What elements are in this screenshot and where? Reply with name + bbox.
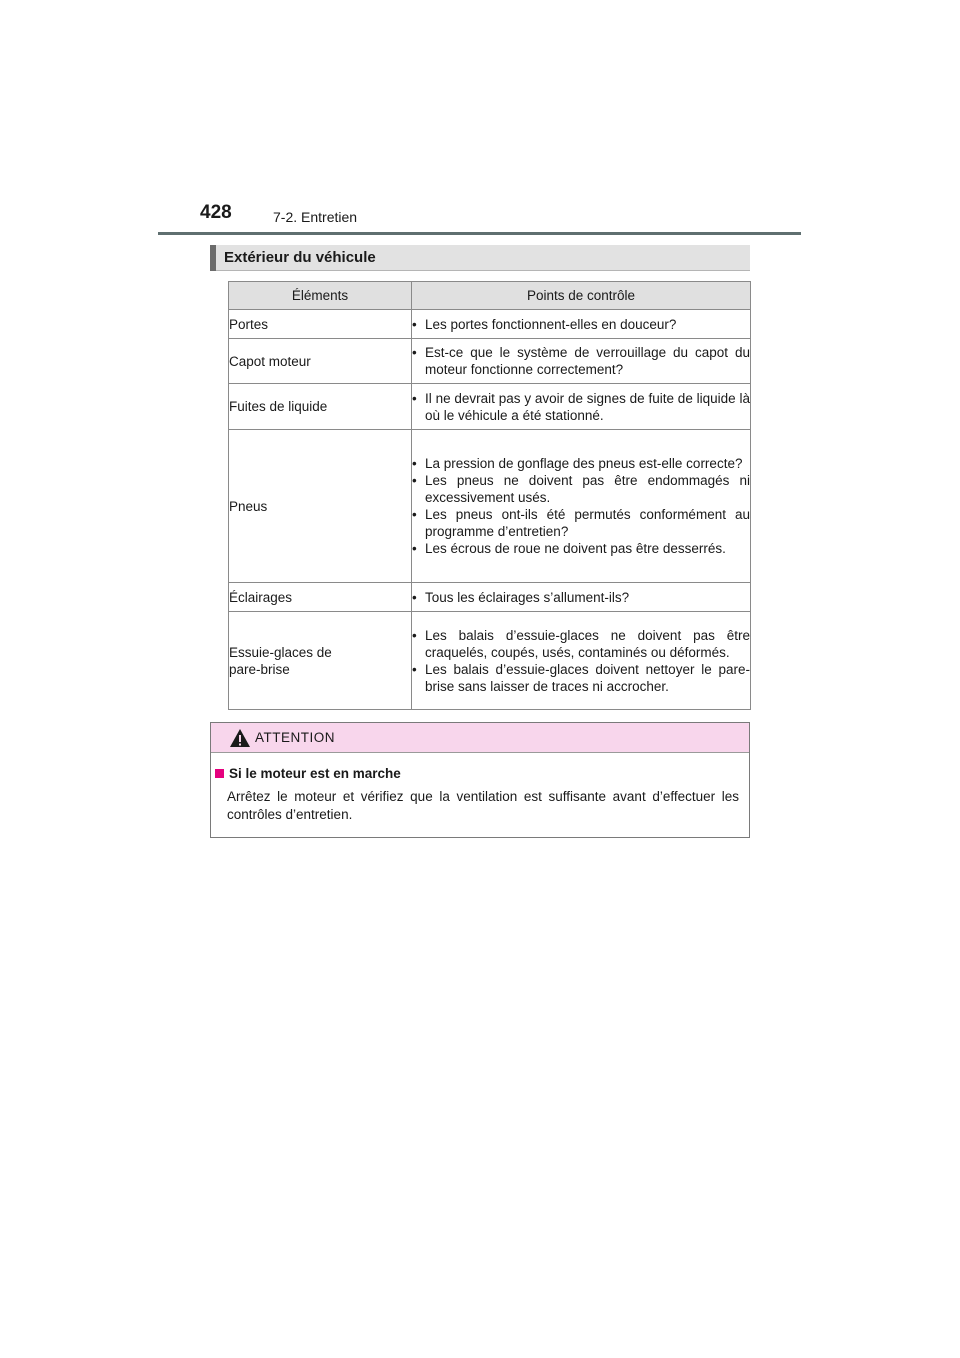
section-accent xyxy=(210,245,216,271)
checkpoint-item: • Les écrous de roue ne doivent pas être desserrés. xyxy=(412,540,750,557)
table-row xyxy=(229,384,751,430)
page-number: 428 xyxy=(200,202,232,223)
section-title: Extérieur du véhicule xyxy=(224,249,376,266)
checkpoint-item: • Est-ce que le système de verrouillage du capot du moteur fonctionne correctement? xyxy=(412,344,750,378)
warning-label: ATTENTION xyxy=(255,730,335,745)
header-rule xyxy=(158,232,801,235)
item-cell: Fuites de liquide xyxy=(229,384,412,430)
warning-text: Arrêtez le moteur et vérifiez que la ventilation est suffisante avant d’effectuer les contrôles d’entretien. xyxy=(227,789,739,822)
item-label-line: Essuie-glaces de xyxy=(229,644,332,660)
column-header-items: Éléments xyxy=(229,282,412,310)
checkpoint-item: • Les balais d’essuie-glaces doivent nettoyer le pare-brise sans laisser de traces ni accrocher. xyxy=(412,661,750,695)
checkpoint-item: • Il ne devrait pas y avoir de signes de fuite de liquide là où le véhicule a été stationné. xyxy=(412,390,750,424)
checkpoint-item: • Les balais d’essuie-glaces ne doivent pas être craquelés, coupés, usés, contaminés ou déformés. xyxy=(412,627,750,661)
warning-box xyxy=(210,722,750,838)
checkpoint-item: • La pression de gonflage des pneus est-elle correcte? xyxy=(412,455,750,472)
item-cell: Éclairages xyxy=(229,583,412,612)
page-header xyxy=(200,200,800,236)
checkpoint-item: • Les pneus ont-ils été permutés conformément au programme d’entretien? xyxy=(412,506,750,540)
item-cell: Pneus xyxy=(229,430,412,583)
checkpoint-cell xyxy=(412,612,751,710)
inspection-table xyxy=(228,281,751,710)
column-header-checkpoints: Points de contrôle xyxy=(412,282,751,310)
checkpoint-cell xyxy=(412,430,751,583)
item-cell: Capot moteur xyxy=(229,339,412,384)
table-row xyxy=(229,430,751,583)
checkpoint-cell xyxy=(412,583,751,612)
checkpoint-cell xyxy=(412,384,751,430)
section-reference: 7-2. Entretien xyxy=(273,209,358,225)
section-heading-bar xyxy=(210,245,750,271)
warning-subtitle xyxy=(215,766,401,781)
checkpoint-item: • Les portes fonctionnent-elles en douceur? xyxy=(412,316,750,333)
table-row xyxy=(229,612,751,710)
checkpoint-item: • Tous les éclairages s’allument-ils? xyxy=(412,589,750,606)
warning-subtitle-text: Si le moteur est en marche xyxy=(229,766,401,781)
warning-header xyxy=(211,723,749,753)
checkpoint-item: • Les pneus ne doivent pas être endommagés ni excessivement usés. xyxy=(412,472,750,506)
checkpoint-cell xyxy=(412,339,751,384)
table-row xyxy=(229,339,751,384)
square-bullet-icon xyxy=(215,769,224,778)
table-header-row xyxy=(229,282,751,310)
table-row xyxy=(229,310,751,339)
item-cell: Portes xyxy=(229,310,412,339)
item-label-line: pare-brise xyxy=(229,661,290,677)
table-row xyxy=(229,583,751,612)
warning-triangle-icon xyxy=(229,728,251,748)
checkpoint-cell xyxy=(412,310,751,339)
item-cell xyxy=(229,612,412,710)
